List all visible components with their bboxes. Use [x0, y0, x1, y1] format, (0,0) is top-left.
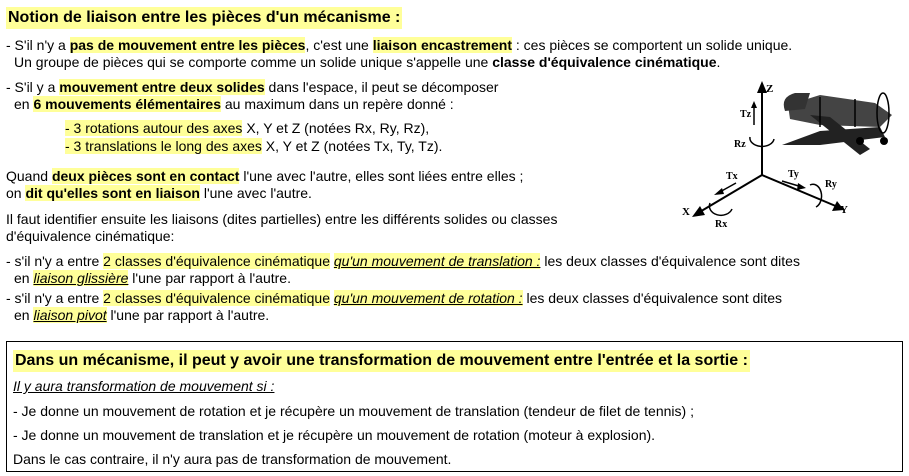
text: l'une avec l'autre, elles sont liées entre elles ; — [239, 168, 524, 184]
box-item-translation-to-rotation: - Je donne un mouvement de translation et je récupère un mouvement de rotation (moteur à explosion). — [13, 427, 656, 443]
text: dans l'espace, il peut se décomposer — [264, 79, 499, 95]
encastrement-line-2 — [14, 53, 720, 71]
glissiere-line-2 — [14, 269, 291, 287]
axis-label-z: Z — [766, 83, 774, 95]
text: l'une par rapport à l'autre. — [128, 270, 291, 286]
contact-line-2 — [6, 184, 312, 202]
rotations-bullet — [65, 119, 429, 137]
label-ty: Ty — [788, 169, 799, 180]
highlight-liaison: liaison — [155, 185, 200, 201]
pivot-line-1 — [6, 289, 782, 307]
text: les deux classes d'équivalence sont dites — [522, 290, 783, 306]
box-item-rotation-to-translation: - Je donne un mouvement de rotation et je récupère un mouvement de translation (tendeur de filet de tennis) ; — [13, 403, 694, 419]
highlight-translations: - 3 translations le long des axes — [65, 138, 262, 154]
highlight-contact: deux pièces sont en contact — [51, 168, 240, 184]
text: Un groupe de pièces qui se comporte comme un solide unique s'appelle une — [14, 54, 493, 70]
pivot-line-2 — [14, 306, 269, 324]
axis-label-y: Y — [840, 204, 848, 216]
label-ry: Ry — [825, 179, 837, 190]
text: X, Y et Z (notées Tx, Ty, Tz). — [261, 138, 443, 154]
label-rx: Rx — [715, 219, 728, 230]
axis-label-x: X — [682, 206, 690, 218]
label-tx: Tx — [726, 171, 738, 182]
x-arrow-icon — [692, 206, 705, 217]
airplane-icon — [782, 93, 892, 155]
translations-bullet — [65, 137, 442, 155]
text: - S'il y a — [6, 79, 60, 95]
text: au maximum dans un repère donné : — [221, 96, 454, 112]
highlight-classes: 2 classes d'équivalence cinématique — [103, 253, 330, 269]
highlight-translation-only: qu'un mouvement de translation : — [333, 253, 541, 269]
text: les deux classes d'équivalence sont dites — [540, 253, 800, 269]
transformation-box — [6, 341, 903, 472]
text: Quand — [6, 168, 52, 184]
highlight-liaison-encastrement: liaison encastrement — [372, 37, 513, 53]
box-subtitle: Il y aura transformation de mouvement si : — [13, 378, 275, 394]
page-title: Notion de liaison entre les pièces d'un mécanisme : — [6, 7, 402, 29]
identify-line-2: d'équivalence cinématique: — [6, 228, 175, 244]
identify-line-1: Il faut identifier ensuite les liaisons (dites partielles) entre les différents solides ou classes — [6, 211, 558, 227]
label-tz: Tz — [740, 109, 752, 120]
text: l'une par rapport à l'autre. — [106, 307, 270, 323]
glissiere-line-1 — [6, 252, 800, 270]
box-conclusion: Dans le cas contraire, il n'y aura pas de transformation de mouvement. — [13, 451, 452, 467]
movement-line-1 — [6, 78, 498, 96]
highlight-six-movements: 6 mouvements élémentaires — [33, 96, 221, 112]
contact-line-1 — [6, 167, 523, 185]
text: , c'est une — [305, 37, 373, 53]
axes-airplane-diagram — [670, 75, 905, 235]
text: en — [14, 270, 34, 286]
text: - S'il n'y a — [6, 37, 70, 53]
movement-line-2 — [14, 95, 454, 113]
encastrement-line-1 — [6, 36, 792, 54]
highlight-dit-liaison: dit qu'elles sont en — [25, 185, 156, 201]
box-title: Dans un mécanisme, il peut y avoir une transformation de mouvement entre l'entrée et la sortie : — [13, 350, 750, 372]
text: - s'il n'y a entre — [6, 253, 104, 269]
highlight-movement-two-solids: mouvement entre deux solides — [59, 79, 265, 95]
highlight-liaison-pivot: liaison pivot — [33, 307, 107, 323]
text: on — [6, 185, 26, 201]
text: en — [14, 96, 34, 112]
text: . — [716, 54, 721, 70]
highlight-rotations: - 3 rotations autour des axes — [65, 120, 243, 136]
label-rz: Rz — [734, 139, 746, 150]
highlight-rotation-only: qu'un mouvement de rotation : — [333, 290, 523, 306]
text: : ces pièces se comportent un solide unique. — [512, 37, 793, 53]
highlight-liaison-glissiere: liaison glissière — [33, 270, 129, 286]
highlight-classes: 2 classes d'équivalence cinématique — [103, 290, 330, 306]
classe-equivalence-term: classe d'équivalence cinématique — [492, 54, 717, 70]
highlight-no-movement: pas de mouvement entre les pièces — [69, 37, 306, 53]
text: X, Y et Z (notées Rx, Ry, Rz), — [242, 120, 430, 136]
text: l'une avec l'autre. — [199, 185, 312, 201]
text: en — [14, 307, 34, 323]
text: - s'il n'y a entre — [6, 290, 104, 306]
